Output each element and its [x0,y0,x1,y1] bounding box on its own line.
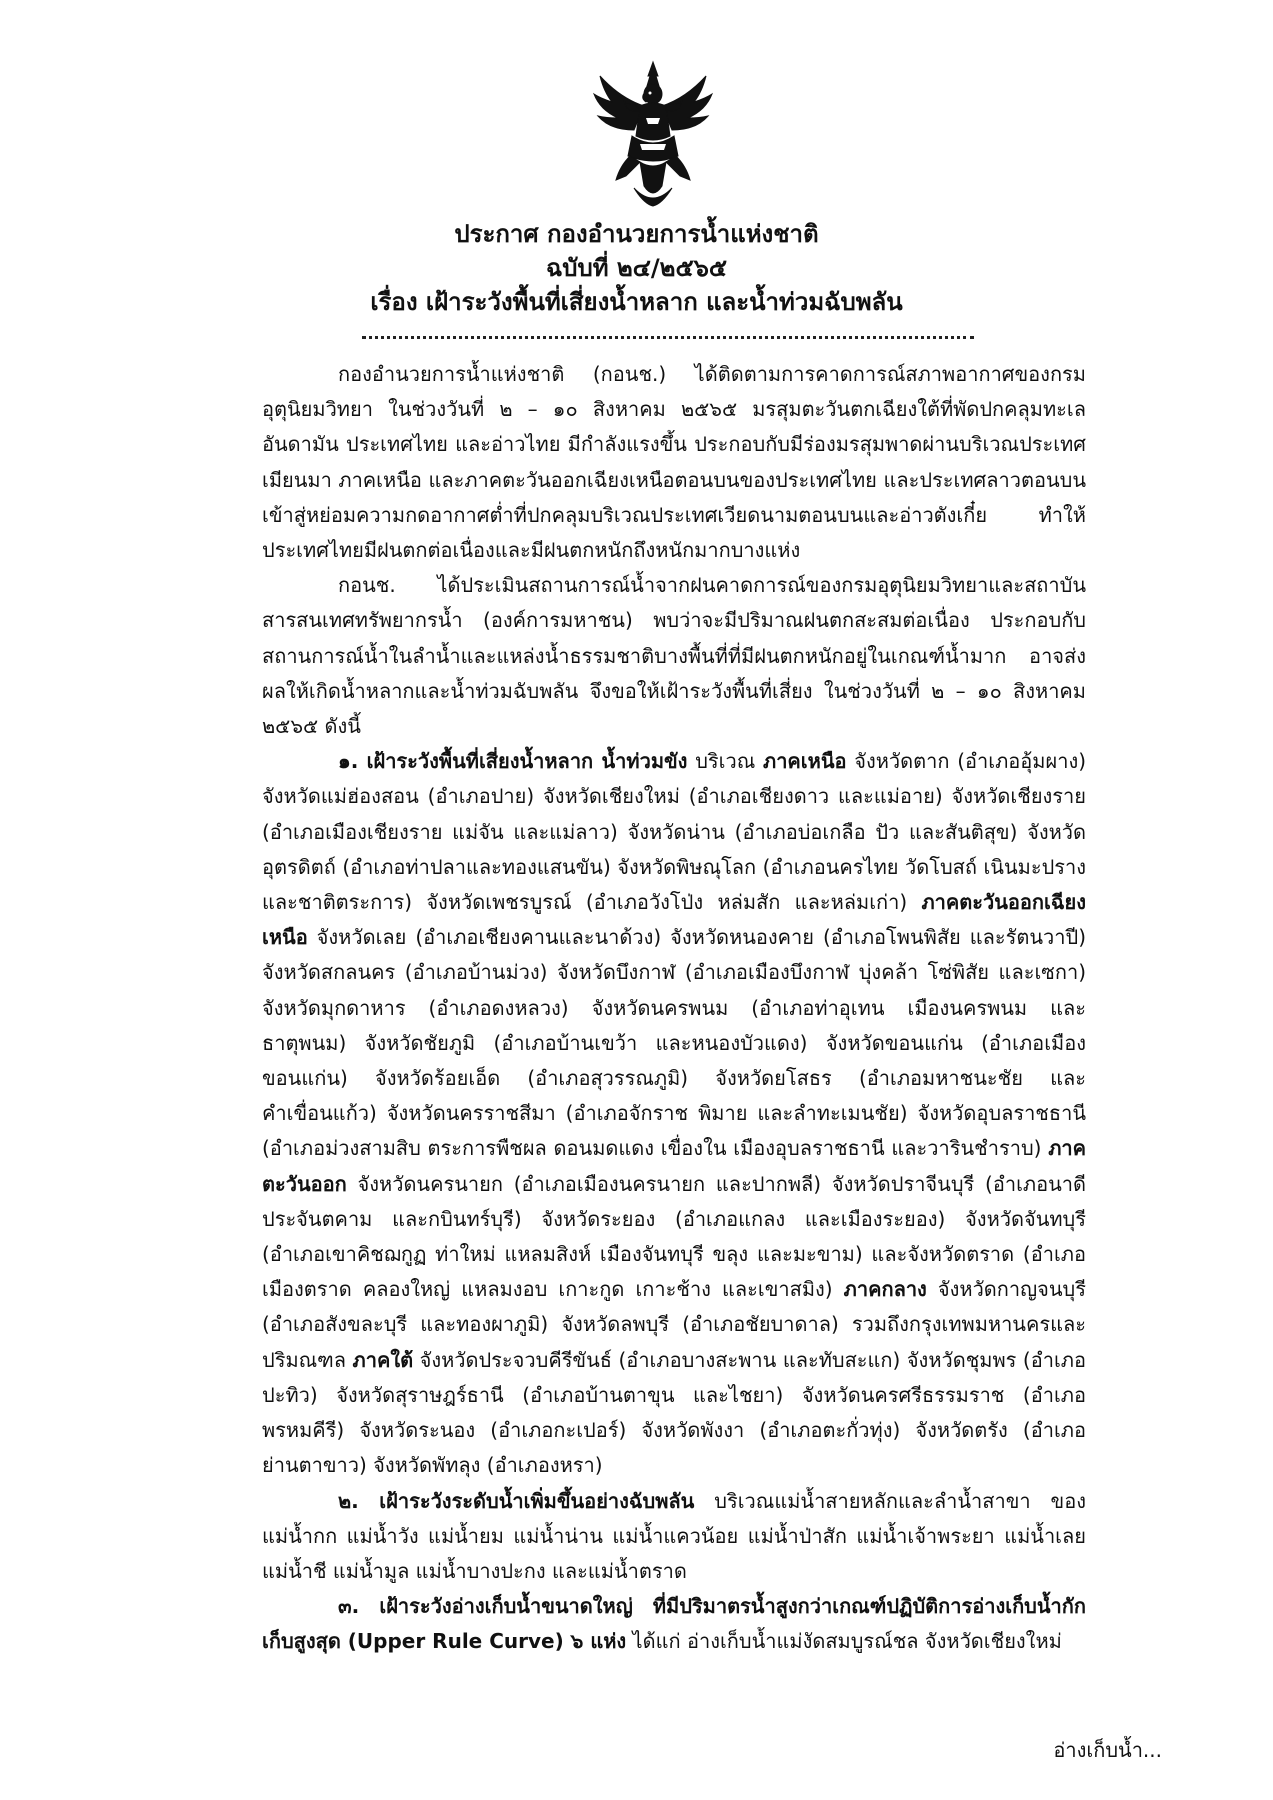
region-northeast: ภาคตะวันออกเฉียงเหนือ [262,890,1086,950]
region-east: ภาคตะวันออก [262,1136,1086,1196]
paragraph-item-1: ๑. เฝ้าระวังพื้นที่เสี่ยงน้ำหลาก น้ำท่วมขัง บริเวณ ภาคเหนือ จังหวัดตาก (อำเภออุ้มผาง) จังหวัดแม่ฮ่องสอน (อำเภอปาย) จังหวัดเชียงใหม่ (อำเภอเชียงดาว และแม่อาย) จังหวัดเชียงราย (อำเภอเมืองเชียงราย แม่จัน และแม่ลาว) จังหวัดน่าน (อำเภอบ่อเกลือ ปัว และสันติสุข) จังหวัดอุตรดิตถ์ (อำเภอท่าปลาและทองแสนขัน) จังหวัดพิษณุโลก (อำเภอนครไทย วัดโบสถ์ เนินมะปราง และชาติตระการ) จังหวัดเพชรบูรณ์ (อำเภอวังโป่ง หล่มสัก และหล่มเก่า) ภาคตะวันออกเฉียงเหนือ จังหวัดเลย (อำเภอเชียงคานและนาด้วง) จังหวัดหนองคาย (อำเภอโพนพิสัย และรัตนวาปี) จังหวัดสกลนคร (อำเภอบ้านม่วง) จังหวัดบึงกาฬ (อำเภอเมืองบึงกาฬ บุ่งคล้า โซ่พิสัย และเซกา) จังหวัดมุกดาหาร (อำเภอดงหลวง) จังหวัดนครพนม (อำเภอท่าอุเทน เมืองนครพนม และธาตุพนม) จังหวัดชัยภูมิ (อำเภอบ้านเขว้า และหนองบัวแดง) จังหวัดขอนแก่น (อำเภอเมืองขอนแก่น) จังหวัดร้อยเอ็ด (อำเภอสุวรรณภูมิ) จังหวัดยโสธร (อำเภอมหาชนะชัย และคำเขื่อนแก้ว) จังหวัดนครราชสีมา (อำเภอจักราช พิมาย และลำทะเมนชัย) จังหวัดอุบลราชธานี (อำเภอม่วงสามสิบ ตระการพืชผล ดอนมดแดง เขื่องใน เมืองอุบลราชธานี และวารินชำราบ) ภาคตะวันออก จังหวัดนครนายก (อำเภอเมืองนครนายก และปากพลี) จังหวัดปราจีนบุรี (อำเภอนาดี ประจันตคาม และกบินทร์บุรี) จังหวัดระยอง (อำเภอแกลง และเมืองระยอง) จังหวัดจันทบุรี (อำเภอเขาคิชฌกูฏ ท่าใหม่ แหลมสิงห์ เมืองจันทบุรี ขลุง และมะขาม) และจังหวัดตราด (อำเภอเมืองตราด คลองใหญ่ แหลมงอบ เกาะกูด เกาะช้าง และเขาสมิง) ภาคกลาง จังหวัดกาญจนบุรี (อำเภอสังขละบุรี และทองผาภูมิ) จังหวัดลพบุรี (อำเภอชัยบาดาล) รวมถึงกรุงเทพมหานครและปริมณฑล ภาคใต้ จังหวัดประจวบคีรีขันธ์ (อำเภอบางสะพาน และทับสะแก) จังหวัดชุมพร (อำเภอปะทิว) จังหวัดสุราษฎร์ธานี (อำเภอบ้านตาขุน และไชยา) จังหวัดนครศรีธรรมราช (อำเภอพรหมคีรี) จังหวัดระนอง (อำเภอกะเปอร์) จังหวัดพังงา (อำเภอตะกั่วทุ่ง) จังหวัดตรัง (อำเภอย่านตาขาว) จังหวัดพัทลุง (อำเภองหรา) [262,749,1087,1478]
announcement-number: ฉบับที่ ๒๔/๒๕๖๕ [545,254,728,282]
announcement-body [262,357,1086,1660]
announcement-issuer: ประกาศ กองอำนวยการน้ำแห่งชาติ [454,220,819,248]
item-2-heading: ๒. เฝ้าระวังระดับน้ำเพิ่มขึ้นอย่างฉับพลัน [338,1488,695,1513]
region-north: ภาคเหนือ [763,749,847,774]
region-central: ภาคกลาง [843,1277,927,1302]
region-south: ภาคใต้ [352,1347,414,1372]
garuda-emblem-icon [590,58,716,208]
paragraph-item-3: ๓. เฝ้าระวังอ่างเก็บน้ำขนาดใหญ่ ที่มีปริมาตรน้ำสูงกว่าเกณฑ์ปฏิบัติการอ่างเก็บน้ำกักเก็บสูงสุด (Upper Rule Curve) ๖ แห่ง ได้แก่ อ่างเก็บน้ำแม่งัดสมบูรณ์ชล จังหวัดเชียงใหม่ [262,1594,1086,1654]
paragraph-intro: กองอำนวยการน้ำแห่งชาติ (กอนช.) ได้ติดตามการคาดการณ์สภาพอากาศของกรมอุตุนิยมวิทยา ในช่วงวันที่ ๒ – ๑๐ สิงหาคม ๒๕๖๕ มรสุมตะวันตกเฉียงใต้ที่พัดปกคลุมทะเลอันดามัน ประเทศไทย และอ่าวไทย มีกำลังแรงขึ้น ประกอบกับมีร่องมรสุมพาดผ่านบริเวณประเทศเมียนมา ภาคเหนือ และภาคตะวันออกเฉียงเหนือตอนบนของประเทศไทย และประเทศลาวตอนบน เข้าสู่หย่อมความกดอากาศต่ำที่ปกคลุมบริเวณประเทศเวียดนามตอนบนและอ่าวตังเกี๋ย ทำให้ประเทศไทยมีฝนตกต่อเนื่องและมีฝนตกหนักถึงหนักมากบางแห่ง [262,362,1086,563]
item-1-heading: ๑. เฝ้าระวังพื้นที่เสี่ยงน้ำหลาก น้ำท่วมขัง [338,749,688,774]
heading-divider [362,336,974,339]
announcement-subject: เรื่อง เฝ้าระวังพื้นที่เสี่ยงน้ำหลาก และน้ำท่วมฉับพลัน [370,288,903,316]
item-3-heading: ๓. เฝ้าระวังอ่างเก็บน้ำขนาดใหญ่ ที่มีปริมาตรน้ำสูงกว่าเกณฑ์ปฏิบัติการอ่างเก็บน้ำกักเก็บสูงสุด (Upper Rule Curve) ๖ แห่ง [262,1594,1086,1654]
paragraph-assessment: กอนช. ได้ประเมินสถานการณ์น้ำจากฝนคาดการณ์ของกรมอุตุนิยมวิทยาและสถาบันสารสนเทศทรัพยากรน้ำ (องค์การมหาชน) พบว่าจะมีปริมาณฝนตกสะสมต่อเนื่อง ประกอบกับสถานการณ์น้ำในลำน้ำและแหล่งน้ำธรรมชาติบางพื้นที่ที่มีฝนตกหนักอยู่ในเกณฑ์น้ำมาก อาจส่งผลให้เกิดน้ำหลากและน้ำท่วมฉับพลัน จึงขอให้เฝ้าระวังพื้นที่เสี่ยง ในช่วงวันที่ ๒ – ๑๐ สิงหาคม ๒๕๖๕ ดังนี้ [262,573,1086,739]
continued-on-next-page: อ่างเก็บน้ำ... [1053,1738,1162,1762]
paragraph-item-2: ๒. เฝ้าระวังระดับน้ำเพิ่มขึ้นอย่างฉับพลัน บริเวณแม่น้ำสายหลักและลำน้ำสาขา ของแม่น้ำกก แม่น้ำวัง แม่น้ำยม แม่น้ำน่าน แม่น้ำแควน้อย แม่น้ำป่าสัก แม่น้ำเจ้าพระยา แม่น้ำเลย แม่น้ำชี แม่น้ำมูล แม่น้ำบางปะกง และแม่น้ำตราด [262,1488,1086,1583]
